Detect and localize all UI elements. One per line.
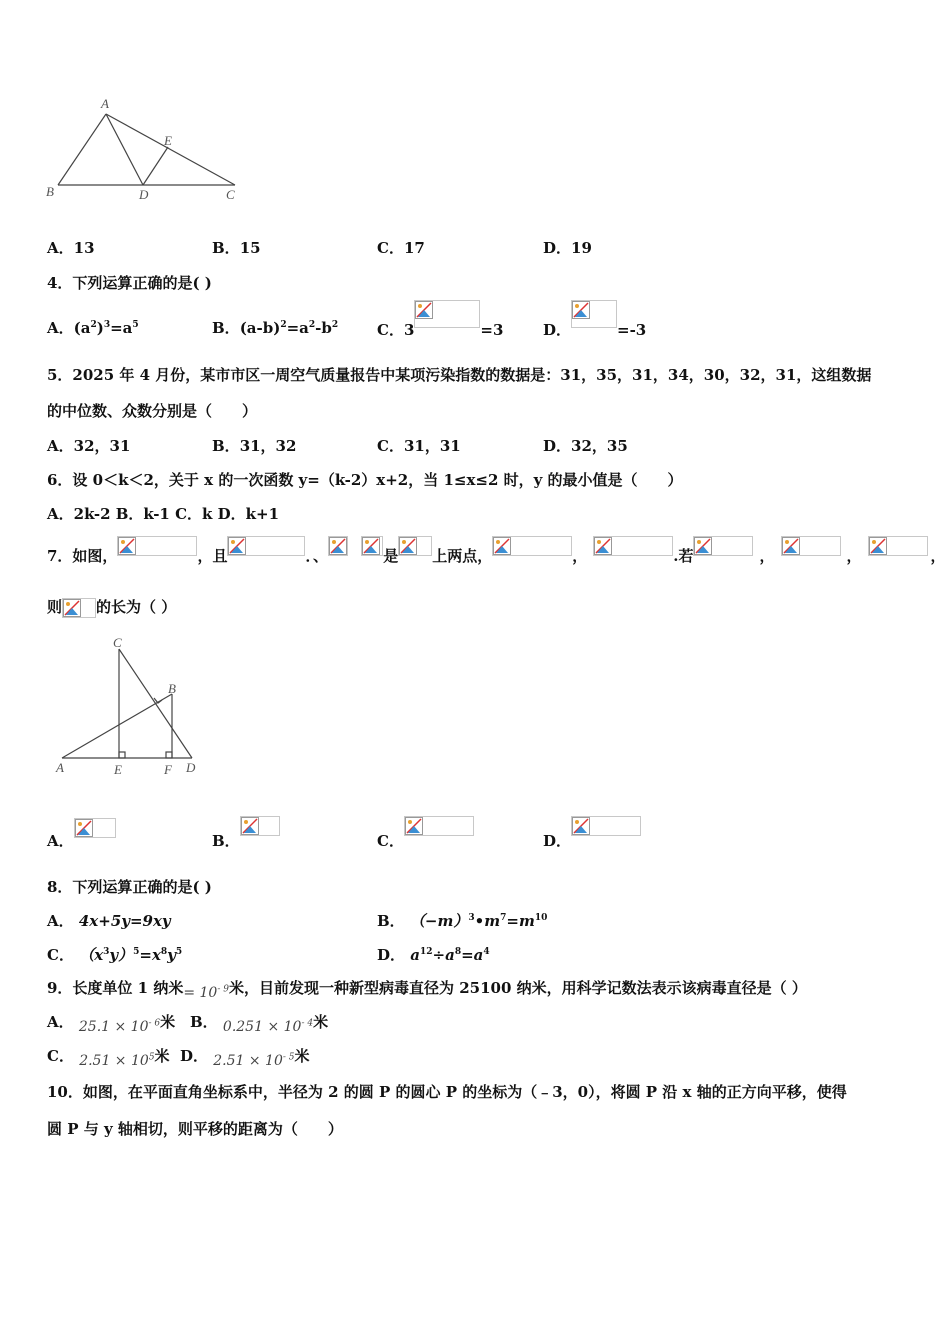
q9-option-a: A． $25.1 \times 10^{- 6}$米 [47,1013,176,1035]
label-a: A [56,760,64,775]
q10-stem-line1: 10．如图，在平面直角坐标系中，半径为 2 的圆 P 的圆心 P 的坐标为（﹣3，0），将圆 P 沿 x 轴的正方向平移，使得 [47,1083,847,1101]
q9-option-c: C． $2.51 \times 10^5$米 [47,1047,170,1069]
formula-image [74,818,116,838]
q7-option-b: B． [212,814,280,836]
q9-option-b: B． $0.251 \times 10^{- 4}$米 [190,1013,329,1035]
q8-option-c: C． $(x^3y)^5=x^8y^5$ [47,946,183,964]
formula-image [240,816,280,836]
formula-image [693,536,753,556]
broken-image-icon [228,537,246,555]
q5-option-a: A．32，31 [47,437,131,455]
label-a: A [101,96,109,111]
q3-option-b: B．15 [212,239,261,257]
broken-image-icon [362,537,380,555]
q7-option-d: D． [543,814,641,836]
broken-image-icon [782,537,800,555]
q10-stem-line2: 圆 P 与 y 轴相切，则平移的距离为（ ） [47,1120,343,1138]
q9-stem: 9．长度单位 1 纳米= $10^{- 9}$米，目前发现一种新型病毒直径为 25100 纳米，用科学记数法表示该病毒直径是（ ） [47,979,807,1001]
broken-image-icon [415,301,433,319]
q4-option-a: A．$(a^2)^3=a^5$ [47,319,139,337]
q9-option-d: D． $2.51 \times 10^{- 5}$米 [180,1047,310,1069]
label-c: C [113,635,122,650]
formula-image [62,598,96,618]
q4-option-d: D． =-3 [543,300,646,328]
broken-image-icon [75,819,93,837]
broken-image-icon [694,537,712,555]
q3-option-a: A．13 [47,239,95,257]
q6-stem: 6．设 0＜k＜2，关于 x 的一次函数 y=（k-2）x+2，当 1≤x≤2 时，y 的最小值是（ ） [47,471,683,489]
q3-option-c: C．17 [377,239,425,257]
broken-image-icon [63,599,81,617]
formula-image [328,536,348,556]
broken-image-icon [594,537,612,555]
label-e: E [114,762,122,777]
formula-image [571,816,641,836]
q7-stem-line1: 7．如图， ，且 ．、 是 上两点， ， .若 ， ， ， [47,534,946,556]
broken-image-icon [118,537,136,555]
label-c: C [226,187,235,202]
q8-stem: 8．下列运算正确的是( ) [47,878,212,896]
q7-stem-line2: 则 的长为（ ） [47,598,177,616]
q4-option-b: B．$(a-b)^2=a^2-b^2$ [212,319,339,337]
formula-image [492,536,572,556]
formula-image [404,816,474,836]
label-e: E [164,133,172,148]
label-d: D [139,187,149,202]
label-b: B [46,184,54,199]
q8-option-d: D． $a^{12}\div a^8=a^4$ [377,946,490,964]
broken-image-icon [241,817,259,835]
q6-options: A．2k-2 B．k-1 C．k D．k+1 [47,505,280,523]
q5-option-b: B．31，32 [212,437,297,455]
q5-option-c: C．31，31 [377,437,461,455]
q5-stem-line2: 的中位数、众数分别是（ ） [47,402,258,420]
formula-image [398,536,432,556]
broken-image-icon [869,537,887,555]
formula-image [571,300,617,328]
q8-option-b: B． $(-m)^3•m^7=m^{10}$ [377,912,548,930]
q4-stem: 4．下列运算正确的是( ) [47,274,212,292]
broken-image-icon [572,301,590,319]
formula-image [117,536,197,556]
broken-image-icon [572,817,590,835]
q7-option-a: A． [47,816,116,838]
q3-option-d: D．19 [543,239,592,257]
q7-option-c: C． [377,814,474,836]
broken-image-icon [329,537,347,555]
formula-image [593,536,673,556]
q5-stem-line1: 5．2025 年 4 月份，某市市区一周空气质量报告中某项污染指数的数据是：31，35，31，34，30，32，31，这组数据 [47,366,872,384]
label-f: F [164,762,172,777]
figure-triangle-abc [40,92,250,207]
q5-option-d: D．32，35 [543,437,628,455]
broken-image-icon [493,537,511,555]
formula-image [227,536,305,556]
q8-option-a: A． 4x+5y=9xy [47,912,171,930]
broken-image-icon [399,537,417,555]
q4-option-c: C．3 =3 [377,300,503,328]
formula-image [361,536,383,556]
formula-image [414,300,480,328]
formula-image [781,536,841,556]
formula-image [868,536,928,556]
label-d: D [186,760,196,775]
label-b: B [168,681,176,696]
figure-right-triangles [50,632,210,780]
broken-image-icon [405,817,423,835]
